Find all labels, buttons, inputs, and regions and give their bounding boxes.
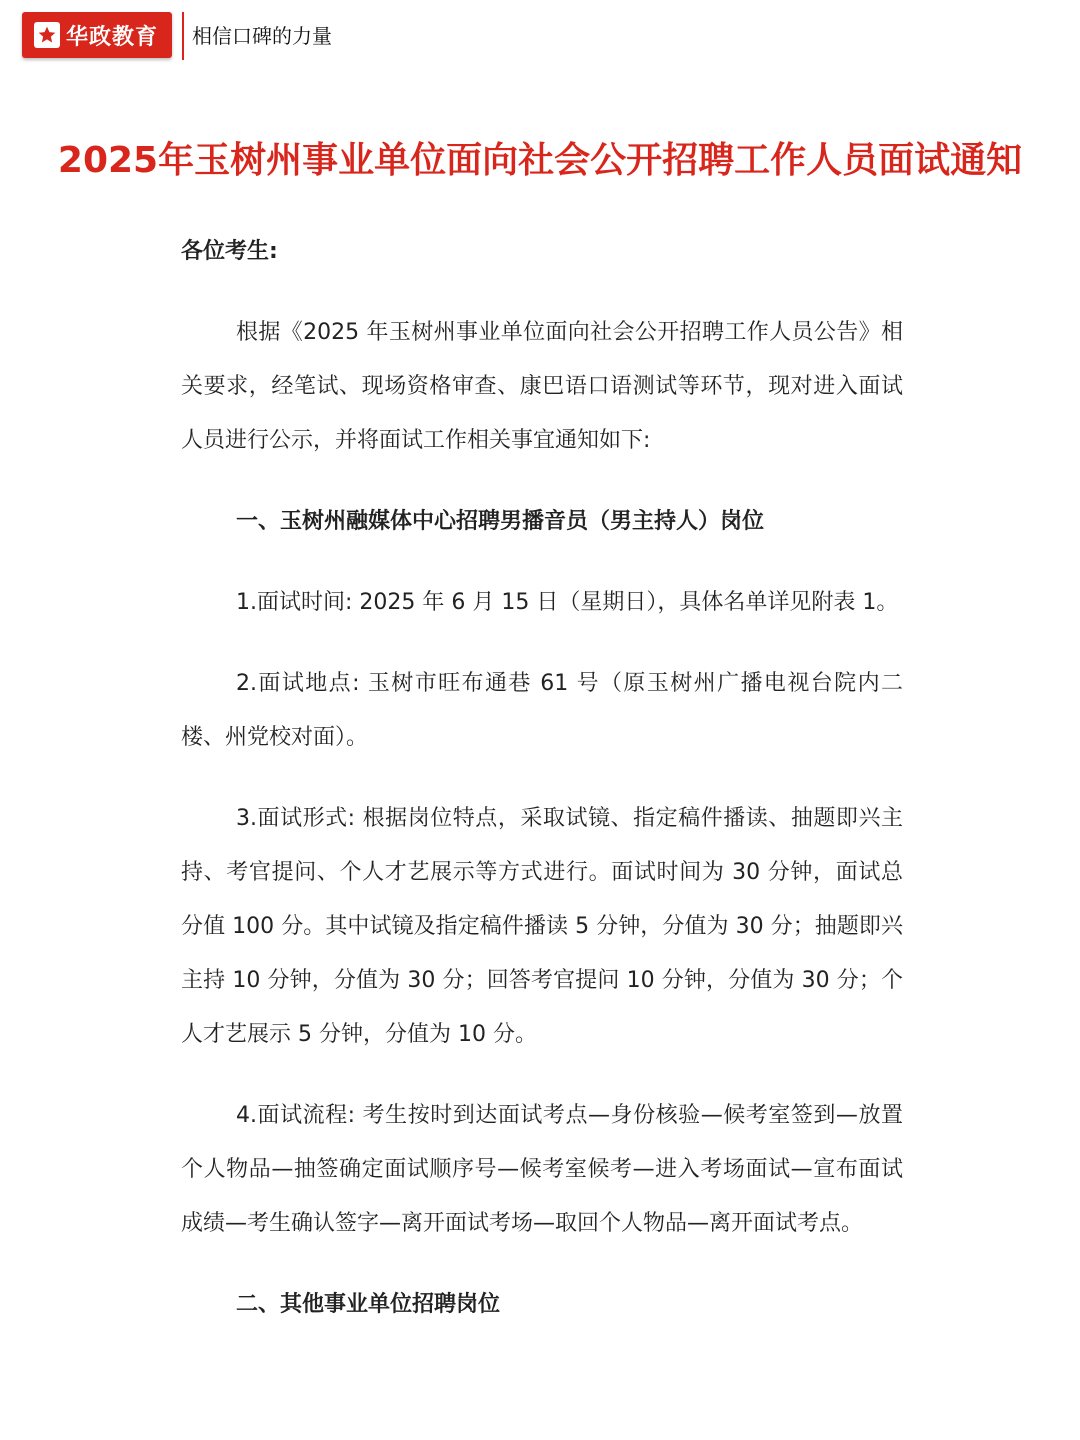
- header-bar: [0, 0, 1080, 70]
- brand-logo: [22, 12, 172, 58]
- item-2-interview-location: 2.面试地点: 玉树市旺布通巷 61 号（原玉树州广播电视台院内二楼、州党校对面）。: [181, 671, 903, 750]
- page-title: 2025年玉树州事业单位面向社会公开招聘工作人员面试通知: [57, 140, 1023, 181]
- logo-text: 华政教育: [66, 24, 159, 50]
- header-divider: [182, 12, 184, 60]
- item-4-interview-process: 4.面试流程: 考生按时到达面试考点—身份核验—候考室签到—放置个人物品—抽签确定面试顺序号—候考室候考—进入考场面试—宣布面试成绩—考生确认签字—离开面试考场—取回个人物品—离开面试考点。: [181, 1103, 903, 1236]
- section-2-heading: 二、其他事业单位招聘岗位: [236, 1292, 501, 1317]
- greeting: 各位考生:: [181, 239, 278, 264]
- section-1-heading: 一、玉树州融媒体中心招聘男播音员（男主持人）岗位: [236, 509, 765, 534]
- intro-paragraph: 根据《2025 年玉树州事业单位面向社会公开招聘工作人员公告》相关要求，经笔试、现场资格审查、康巴语口语测试等环节，现对进入面试人员进行公示，并将面试工作相关事宜通知如下:: [181, 320, 903, 453]
- star-icon: [34, 22, 60, 48]
- item-3-interview-format: 3.面试形式: 根据岗位特点，采取试镜、指定稿件播读、抽题即兴主持、考官提问、个人才艺展示等方式进行。面试时间为 30 分钟，面试总分值 100 分。其中试镜及指定稿件播读 5 分钟，分值为 30 分；抽题即兴主持 10 分钟，分值为 30 分；回答考官提问 10 分钟，分值为 30 分；个人才艺展示 5 分钟，分值为 10 分。: [181, 806, 903, 1047]
- slogan: 相信口碑的力量: [192, 24, 332, 48]
- document-body: [181, 225, 903, 1359]
- item-1-interview-time: 1.面试时间: 2025 年 6 月 15 日（星期日），具体名单详见附表 1。: [236, 590, 899, 615]
